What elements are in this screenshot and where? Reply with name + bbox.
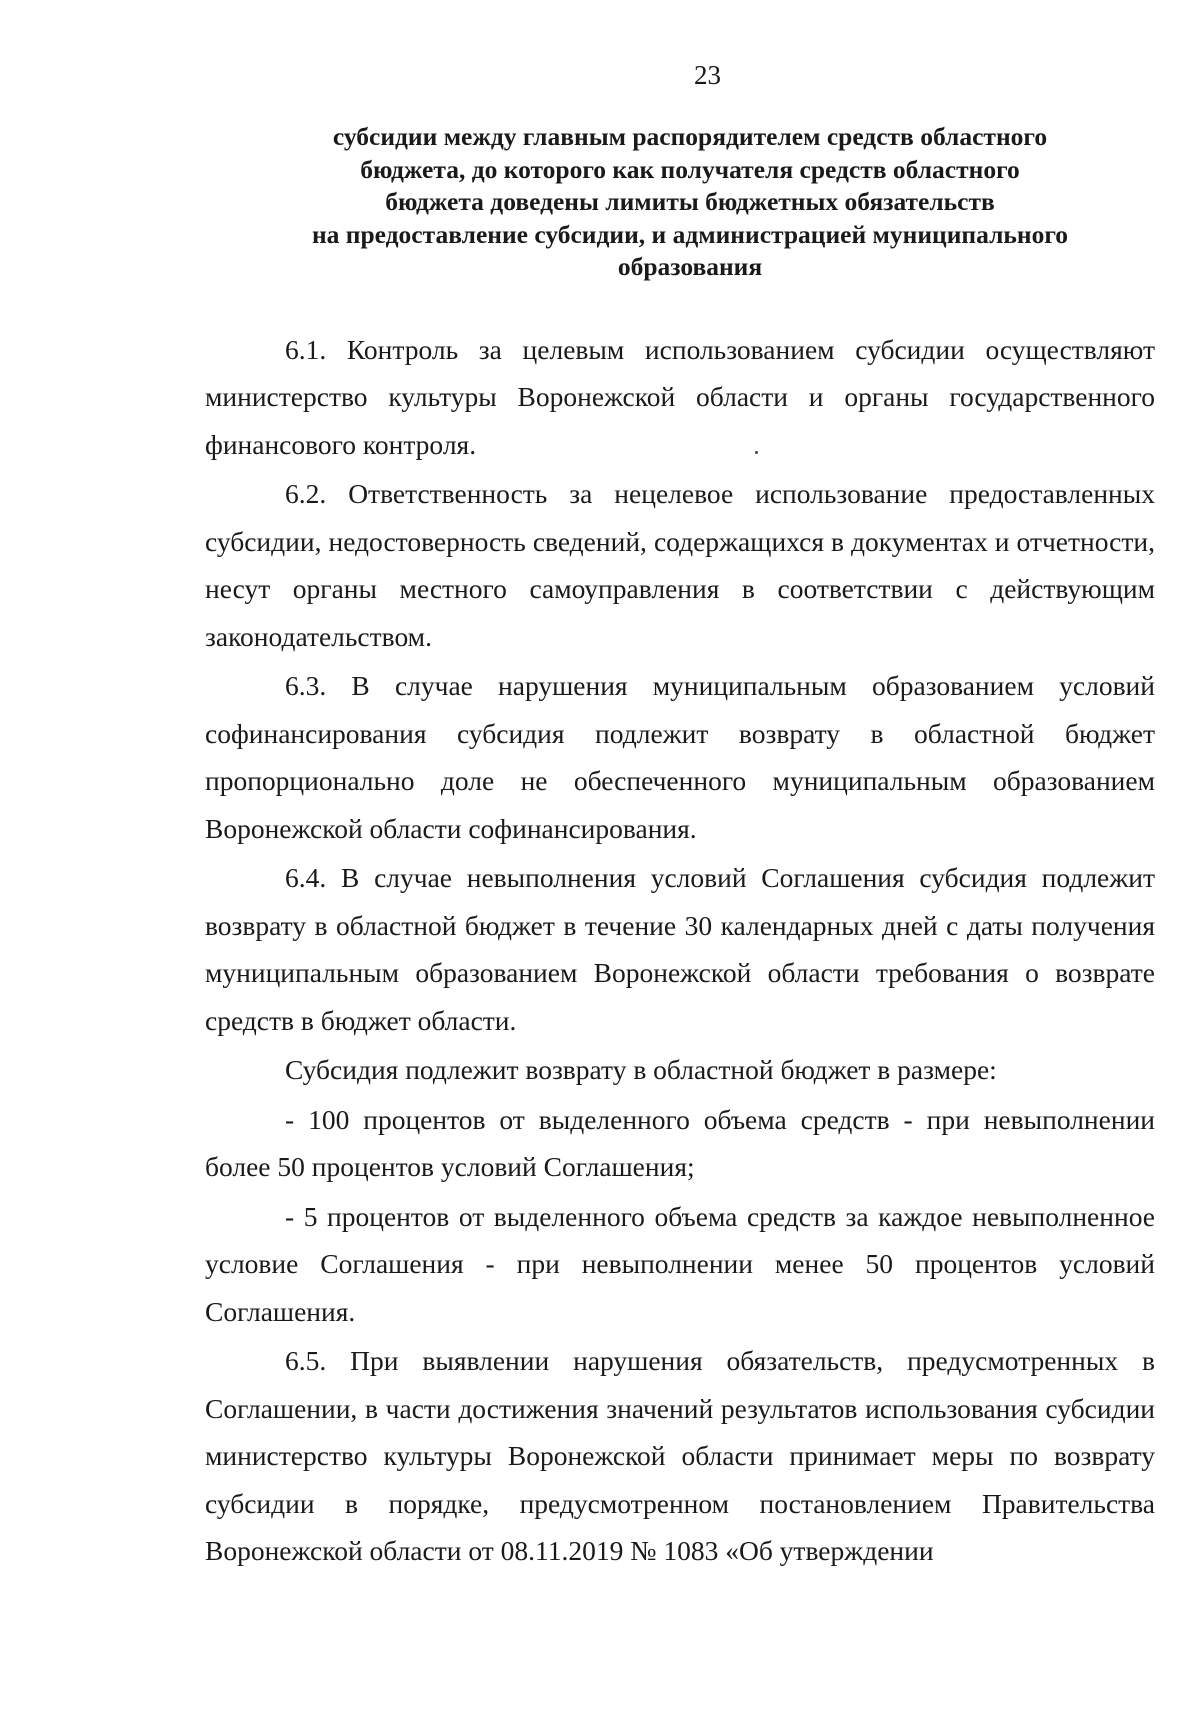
paragraph-refund-intro: Субсидия подлежит возврату в областной бюджет в размере: (285, 1054, 997, 1085)
section-title-line: бюджета доведены лимиты бюджетных обязательств (385, 187, 995, 216)
section-title (225, 121, 1155, 284)
paragraph-6-5: 6.5. При выявлении нарушения обязательств, предусмотренных в Соглашении, в части достижения значений результатов использования субсидии министерство культуры Воронежской области принимает меры по возврату субсидии в порядке, предусмотренном постановлением Правительства Воронежской области от 08.11.2019 № 1083 «Об утверждении (205, 1345, 1155, 1566)
paragraph-6-1: 6.1. Контроль за целевым использованием субсидии осуществляют министерство культуры Воронежской области и органы государственного финансового контроля. (205, 333, 1155, 460)
section-title-line: образования (617, 252, 763, 281)
paragraph-6-3: 6.3. В случае нарушения муниципальным образованием условий софинансирования субсидия подлежит возврату в областной бюджет пропорционально доле не обеспеченного муниципальным образованием Воронежской области софинансирования. (205, 670, 1155, 844)
section-title-line: на предоставление субсидии, и администрацией муниципального (311, 219, 1069, 249)
section-title-line: бюджета, до которого как получателя средств областного (360, 154, 1020, 184)
scan-speck (755, 451, 758, 454)
page-number: 23 (694, 60, 721, 90)
document-page (205, 60, 1155, 1577)
paragraph-6-2: 6.2. Ответственность за нецелевое использование предоставленных субсидии, недостоверность сведений, содержащихся в документах и отчетности, несут органы местного самоуправления в соответствии с действующим законодательством. (205, 478, 1155, 652)
paragraph-6-4: 6.4. В случае невыполнения условий Соглашения субсидия подлежит возврату в областной бюджет в течение 30 календарных дней с даты получения муниципальным образованием Воронежской области требования о возврате средств в бюджет области. (205, 862, 1155, 1036)
section-title-line: субсидии между главным распорядителем средств областного (332, 122, 1048, 151)
list-item-refund-5: - 5 процентов от выделенного объема средств за каждое невыполненное условие Соглашения - при невыполнении менее 50 процентов условий Соглашения. (205, 1200, 1155, 1327)
list-item-refund-100: - 100 процентов от выделенного объема средств - при невыполнении более 50 процентов условий Соглашения; (205, 1103, 1155, 1182)
